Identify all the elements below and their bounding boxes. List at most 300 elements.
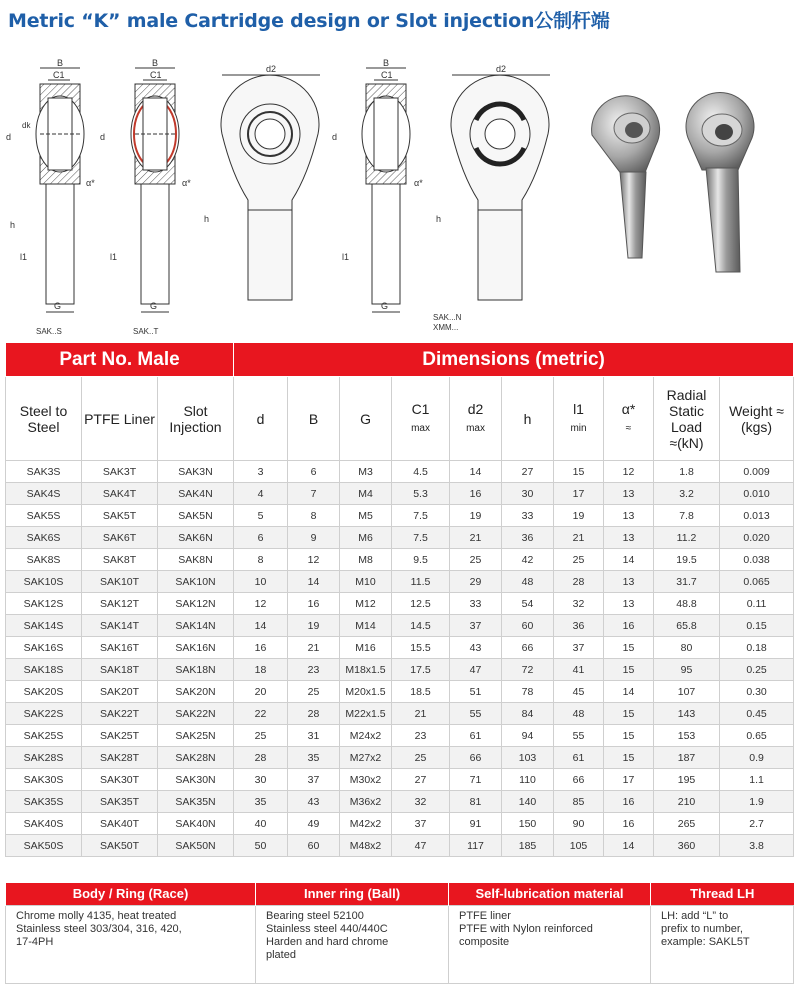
table-cell: 45 (554, 681, 604, 703)
table-cell: M6 (340, 527, 392, 549)
materials-table (5, 883, 794, 984)
table-cell: 33 (450, 593, 502, 615)
table-cell: 14 (604, 549, 654, 571)
column-header-label: h (523, 410, 532, 427)
table-cell: 19 (450, 505, 502, 527)
table-cell: SAK22S (6, 703, 82, 725)
table-cell: SAK22N (158, 703, 234, 725)
svg-text:d: d (332, 132, 338, 142)
table-cell: 60 (502, 615, 554, 637)
table-cell: M4 (340, 483, 392, 505)
table-cell: 11.5 (392, 571, 450, 593)
table-cell: SAK18N (158, 659, 234, 681)
label-c1: C1 (53, 70, 65, 80)
table-cell: SAK12N (158, 593, 234, 615)
table-cell: 0.065 (720, 571, 794, 593)
column-header-label: Slot Injection (169, 402, 222, 435)
table-cell: 37 (392, 813, 450, 835)
table-cell: SAK18S (6, 659, 82, 681)
table-cell: 66 (554, 769, 604, 791)
table-cell: SAK20S (6, 681, 82, 703)
material-header: Body / Ring (Race) (6, 883, 256, 905)
table-cell: 36 (554, 615, 604, 637)
table-cell: 143 (654, 703, 720, 725)
table-cell: 15 (604, 725, 654, 747)
table-cell: SAK40S (6, 813, 82, 835)
table-cell: 60 (288, 835, 340, 857)
svg-text:α*: α* (182, 178, 191, 188)
table-cell: 51 (450, 681, 502, 703)
column-header-label: Radial Static Load ≈(kN) (666, 386, 707, 451)
table-cell: 65.8 (654, 615, 720, 637)
table-cell: 0.65 (720, 725, 794, 747)
table-cell: 19 (288, 615, 340, 637)
table-cell: SAK18T (82, 659, 158, 681)
material-line: plated (266, 948, 296, 961)
table-cell: SAK8N (158, 549, 234, 571)
table-cell: 11.2 (654, 527, 720, 549)
table-cell: SAK8S (6, 549, 82, 571)
table-cell: 5 (234, 505, 288, 527)
material-header: Thread LH (651, 883, 794, 905)
page-title: Metric “K” male Cartridge design or Slot injection公制杆端 (8, 10, 610, 32)
table-cell: 14 (604, 835, 654, 857)
table-cell: 84 (502, 703, 554, 725)
table-row (6, 527, 794, 549)
table-cell: 0.45 (720, 703, 794, 725)
table-cell: 15 (604, 747, 654, 769)
column-header-label: PTFE Liner (84, 410, 155, 427)
table-cell: 36 (502, 527, 554, 549)
column-header-label: B (308, 410, 319, 427)
table-cell: 140 (502, 791, 554, 813)
table-cell: 8 (234, 549, 288, 571)
table-row (6, 571, 794, 593)
table-cell: 0.009 (720, 461, 794, 483)
table-row (6, 681, 794, 703)
table-cell: SAK35N (158, 791, 234, 813)
table-cell: SAK6S (6, 527, 82, 549)
table-cell: 49 (288, 813, 340, 835)
table-cell: 9.5 (392, 549, 450, 571)
svg-text:B: B (152, 58, 159, 68)
table-row (6, 659, 794, 681)
table-cell: SAK10N (158, 571, 234, 593)
table-row (6, 593, 794, 615)
table-cell: M24x2 (340, 725, 392, 747)
table-cell: 50 (234, 835, 288, 857)
column-header-label: Steel to Steel (19, 402, 68, 435)
table-cell: 13 (604, 483, 654, 505)
table-cell: M48x2 (340, 835, 392, 857)
column-header (234, 377, 288, 461)
table-row (6, 725, 794, 747)
table-cell: SAK6T (82, 527, 158, 549)
table-row (6, 769, 794, 791)
table-cell: SAK5N (158, 505, 234, 527)
material-line: PTFE with Nylon reinforced (459, 922, 593, 935)
table-cell: SAK20N (158, 681, 234, 703)
caption-sak-s: SAK..S (36, 327, 62, 336)
table-cell: 16 (604, 615, 654, 637)
table-cell: 14 (234, 615, 288, 637)
table-cell: 22 (234, 703, 288, 725)
table-cell: 27 (502, 461, 554, 483)
label-alpha: α* (86, 178, 95, 188)
table-cell: 78 (502, 681, 554, 703)
dimensions-table (5, 342, 794, 857)
caption-sak-t: SAK..T (133, 327, 159, 336)
table-row (6, 813, 794, 835)
svg-text:G: G (381, 301, 389, 311)
table-cell: 72 (502, 659, 554, 681)
table-cell: 43 (450, 637, 502, 659)
table-cell: 33 (502, 505, 554, 527)
column-header-label: C1 (411, 400, 430, 417)
material-line: Bearing steel 52100 (266, 909, 364, 922)
table-cell: 1.1 (720, 769, 794, 791)
drawing-sak-s (6, 58, 95, 312)
material-line: LH: add “L” to (661, 909, 729, 922)
table-cell: SAK14S (6, 615, 82, 637)
table-cell: M8 (340, 549, 392, 571)
table-row (6, 703, 794, 725)
material-cell (651, 905, 794, 983)
column-header-label: d2 (467, 400, 484, 417)
table-cell: 25 (234, 725, 288, 747)
table-cell: 4 (234, 483, 288, 505)
table-cell: 187 (654, 747, 720, 769)
table-cell: 15 (604, 637, 654, 659)
table-cell: 17.5 (392, 659, 450, 681)
material-line: composite (459, 935, 510, 948)
column-header-label: α* (621, 400, 636, 417)
label-g: G (54, 301, 62, 311)
table-cell: 55 (554, 725, 604, 747)
table-row (6, 461, 794, 483)
table-cell: 21 (450, 527, 502, 549)
material-line: Stainless steel 440/440C (266, 922, 388, 935)
table-cell: 41 (554, 659, 604, 681)
column-header-sub: min (570, 422, 587, 434)
material-cell (6, 905, 256, 983)
table-cell: 107 (654, 681, 720, 703)
column-header (654, 377, 720, 461)
table-cell: 81 (450, 791, 502, 813)
column-header (392, 377, 450, 461)
label-l1: l1 (20, 252, 28, 262)
table-cell: SAK6N (158, 527, 234, 549)
table-cell: 66 (502, 637, 554, 659)
table-cell: 3.2 (654, 483, 720, 505)
table-cell: 47 (392, 835, 450, 857)
table-cell: 42 (502, 549, 554, 571)
table-cell: 13 (604, 505, 654, 527)
table-cell: 80 (654, 637, 720, 659)
svg-text:C1: C1 (381, 70, 393, 80)
table-cell: 21 (288, 637, 340, 659)
table-cell: SAK4S (6, 483, 82, 505)
material-line: 17-4PH (16, 935, 54, 948)
table-cell: SAK3T (82, 461, 158, 483)
table-cell: 19 (554, 505, 604, 527)
table-cell: 105 (554, 835, 604, 857)
label-b: B (57, 58, 64, 68)
table-cell: 5.3 (392, 483, 450, 505)
table-cell: 9 (288, 527, 340, 549)
table-cell: M16 (340, 637, 392, 659)
table-cell: SAK30N (158, 769, 234, 791)
rod-end-photo-2 (686, 93, 754, 272)
table-cell: 0.010 (720, 483, 794, 505)
svg-text:d: d (100, 132, 106, 142)
table-cell: 185 (502, 835, 554, 857)
table-cell: 19.5 (654, 549, 720, 571)
table-cell: SAK50S (6, 835, 82, 857)
table-cell: 360 (654, 835, 720, 857)
table-cell: 150 (502, 813, 554, 835)
table-cell: 7.5 (392, 527, 450, 549)
table-cell: SAK35S (6, 791, 82, 813)
column-header-sub: max (411, 422, 430, 434)
table-row (6, 483, 794, 505)
svg-text:C1: C1 (150, 70, 162, 80)
table-cell: 210 (654, 791, 720, 813)
column-header-label: G (360, 410, 371, 427)
column-header-label: Weight ≈ (kgs) (729, 402, 784, 435)
table-cell: 12 (604, 461, 654, 483)
table-cell: 47 (450, 659, 502, 681)
table-cell: 3.8 (720, 835, 794, 857)
table-cell: SAK50T (82, 835, 158, 857)
table-cell: 0.30 (720, 681, 794, 703)
table-cell: 21 (554, 527, 604, 549)
table-cell: 0.18 (720, 637, 794, 659)
table-cell: 14 (604, 681, 654, 703)
table-cell: 32 (554, 593, 604, 615)
table-cell: 28 (554, 571, 604, 593)
table-cell: 28 (288, 703, 340, 725)
table-cell: 0.9 (720, 747, 794, 769)
column-header (6, 377, 82, 461)
column-header (340, 377, 392, 461)
caption-xmm: XMM... (433, 323, 459, 332)
table-cell: 12.5 (392, 593, 450, 615)
table-cell: 25 (288, 681, 340, 703)
table-cell: SAK4N (158, 483, 234, 505)
svg-text:G: G (150, 301, 158, 311)
column-header (554, 377, 604, 461)
table-cell: 1.8 (654, 461, 720, 483)
technical-drawings (0, 50, 800, 342)
svg-text:d2: d2 (266, 64, 277, 74)
column-header (502, 377, 554, 461)
table-cell: SAK3N (158, 461, 234, 483)
table-cell: 30 (502, 483, 554, 505)
table-cell: 31 (288, 725, 340, 747)
table-cell: SAK12S (6, 593, 82, 615)
drawing-sak-t (100, 58, 191, 312)
column-header (288, 377, 340, 461)
table-cell: 4.5 (392, 461, 450, 483)
column-header (450, 377, 502, 461)
table-cell: 15 (604, 659, 654, 681)
table-cell: 17 (554, 483, 604, 505)
drawing-front-view (204, 64, 320, 300)
table-row (6, 505, 794, 527)
table-cell: M36x2 (340, 791, 392, 813)
table-cell: 7 (288, 483, 340, 505)
table-cell: 0.038 (720, 549, 794, 571)
table-cell: 0.013 (720, 505, 794, 527)
column-header-label: l1 (573, 400, 584, 417)
table-cell: SAK14N (158, 615, 234, 637)
table-cell: SAK12T (82, 593, 158, 615)
column-header-label: d (256, 410, 265, 427)
table-cell: 28 (234, 747, 288, 769)
table-cell: 15 (554, 461, 604, 483)
table-cell: SAK16N (158, 637, 234, 659)
table-cell: M20x1.5 (340, 681, 392, 703)
svg-text:B: B (383, 58, 390, 68)
table-cell: SAK3S (6, 461, 82, 483)
table-cell: M18x1.5 (340, 659, 392, 681)
table-cell: 13 (604, 571, 654, 593)
table-cell: SAK8T (82, 549, 158, 571)
table-cell: SAK25S (6, 725, 82, 747)
table-cell: 8 (288, 505, 340, 527)
table-cell: 2.7 (720, 813, 794, 835)
drawing-sak-n (332, 58, 423, 312)
table-cell: 21 (392, 703, 450, 725)
table-cell: 110 (502, 769, 554, 791)
table-cell: 117 (450, 835, 502, 857)
table-cell: 0.11 (720, 593, 794, 615)
table-cell: SAK22T (82, 703, 158, 725)
table-cell: 55 (450, 703, 502, 725)
table-cell: 35 (288, 747, 340, 769)
material-cell (449, 905, 651, 983)
table-cell: 91 (450, 813, 502, 835)
label-dk: dk (22, 121, 31, 130)
table-cell: 7.5 (392, 505, 450, 527)
table-cell: 48.8 (654, 593, 720, 615)
table-cell: SAK40T (82, 813, 158, 835)
table-cell: SAK16T (82, 637, 158, 659)
table-cell: 16 (450, 483, 502, 505)
material-line: Stainless steel 303/304, 316, 420, (16, 922, 182, 935)
table-cell: 1.9 (720, 791, 794, 813)
svg-text:α*: α* (414, 178, 423, 188)
table-cell: 103 (502, 747, 554, 769)
material-line: PTFE liner (459, 909, 511, 922)
column-header-sub: max (466, 422, 485, 434)
material-line: prefix to number, (661, 922, 743, 935)
material-line: Harden and hard chrome (266, 935, 389, 948)
table-cell: 3 (234, 461, 288, 483)
table-cell: 15.5 (392, 637, 450, 659)
table-cell: 0.020 (720, 527, 794, 549)
table-cell: SAK20T (82, 681, 158, 703)
drawing-front-view-slot (436, 64, 550, 300)
table-cell: M10 (340, 571, 392, 593)
table-cell: 12 (288, 549, 340, 571)
table-cell: 20 (234, 681, 288, 703)
table-cell: M22x1.5 (340, 703, 392, 725)
table-cell: 16 (604, 813, 654, 835)
table-cell: SAK50N (158, 835, 234, 857)
table-cell: SAK16S (6, 637, 82, 659)
column-header (720, 377, 794, 461)
group-header-dims: Dimensions (metric) (234, 343, 794, 377)
table-cell: SAK4T (82, 483, 158, 505)
table-cell: 32 (392, 791, 450, 813)
table-cell: SAK14T (82, 615, 158, 637)
material-line: example: SAKL5T (661, 935, 750, 948)
table-cell: 17 (604, 769, 654, 791)
svg-text:h: h (436, 214, 442, 224)
table-cell: 265 (654, 813, 720, 835)
table-cell: 25 (392, 747, 450, 769)
table-cell: M27x2 (340, 747, 392, 769)
table-row (6, 747, 794, 769)
table-cell: 27 (392, 769, 450, 791)
table-cell: SAK28S (6, 747, 82, 769)
table-cell: M3 (340, 461, 392, 483)
table-cell: 25 (554, 549, 604, 571)
table-cell: 6 (234, 527, 288, 549)
table-cell: 18.5 (392, 681, 450, 703)
table-cell: 37 (554, 637, 604, 659)
table-cell: SAK40N (158, 813, 234, 835)
table-cell: 37 (450, 615, 502, 637)
table-cell: 14.5 (392, 615, 450, 637)
table-cell: 35 (234, 791, 288, 813)
svg-text:d2: d2 (496, 64, 507, 74)
table-cell: M5 (340, 505, 392, 527)
table-cell: 48 (554, 703, 604, 725)
table-cell: M30x2 (340, 769, 392, 791)
caption-sak-n: SAK...N (433, 313, 462, 322)
table-cell: 61 (450, 725, 502, 747)
table-row (6, 791, 794, 813)
table-cell: 71 (450, 769, 502, 791)
table-cell: SAK25N (158, 725, 234, 747)
table-cell: M12 (340, 593, 392, 615)
table-cell: 48 (502, 571, 554, 593)
table-cell: 195 (654, 769, 720, 791)
svg-text:l1: l1 (342, 252, 350, 262)
table-cell: 10 (234, 571, 288, 593)
table-cell: 40 (234, 813, 288, 835)
table-cell: 0.25 (720, 659, 794, 681)
table-cell: SAK5S (6, 505, 82, 527)
svg-text:h: h (204, 214, 210, 224)
table-cell: 94 (502, 725, 554, 747)
column-header (604, 377, 654, 461)
table-cell: SAK30S (6, 769, 82, 791)
table-cell: SAK28T (82, 747, 158, 769)
table-cell: M14 (340, 615, 392, 637)
table-cell: 90 (554, 813, 604, 835)
table-row (6, 637, 794, 659)
table-cell: 43 (288, 791, 340, 813)
table-cell: 7.8 (654, 505, 720, 527)
label-h: h (10, 220, 16, 230)
table-row (6, 549, 794, 571)
table-cell: 29 (450, 571, 502, 593)
table-cell: 37 (288, 769, 340, 791)
